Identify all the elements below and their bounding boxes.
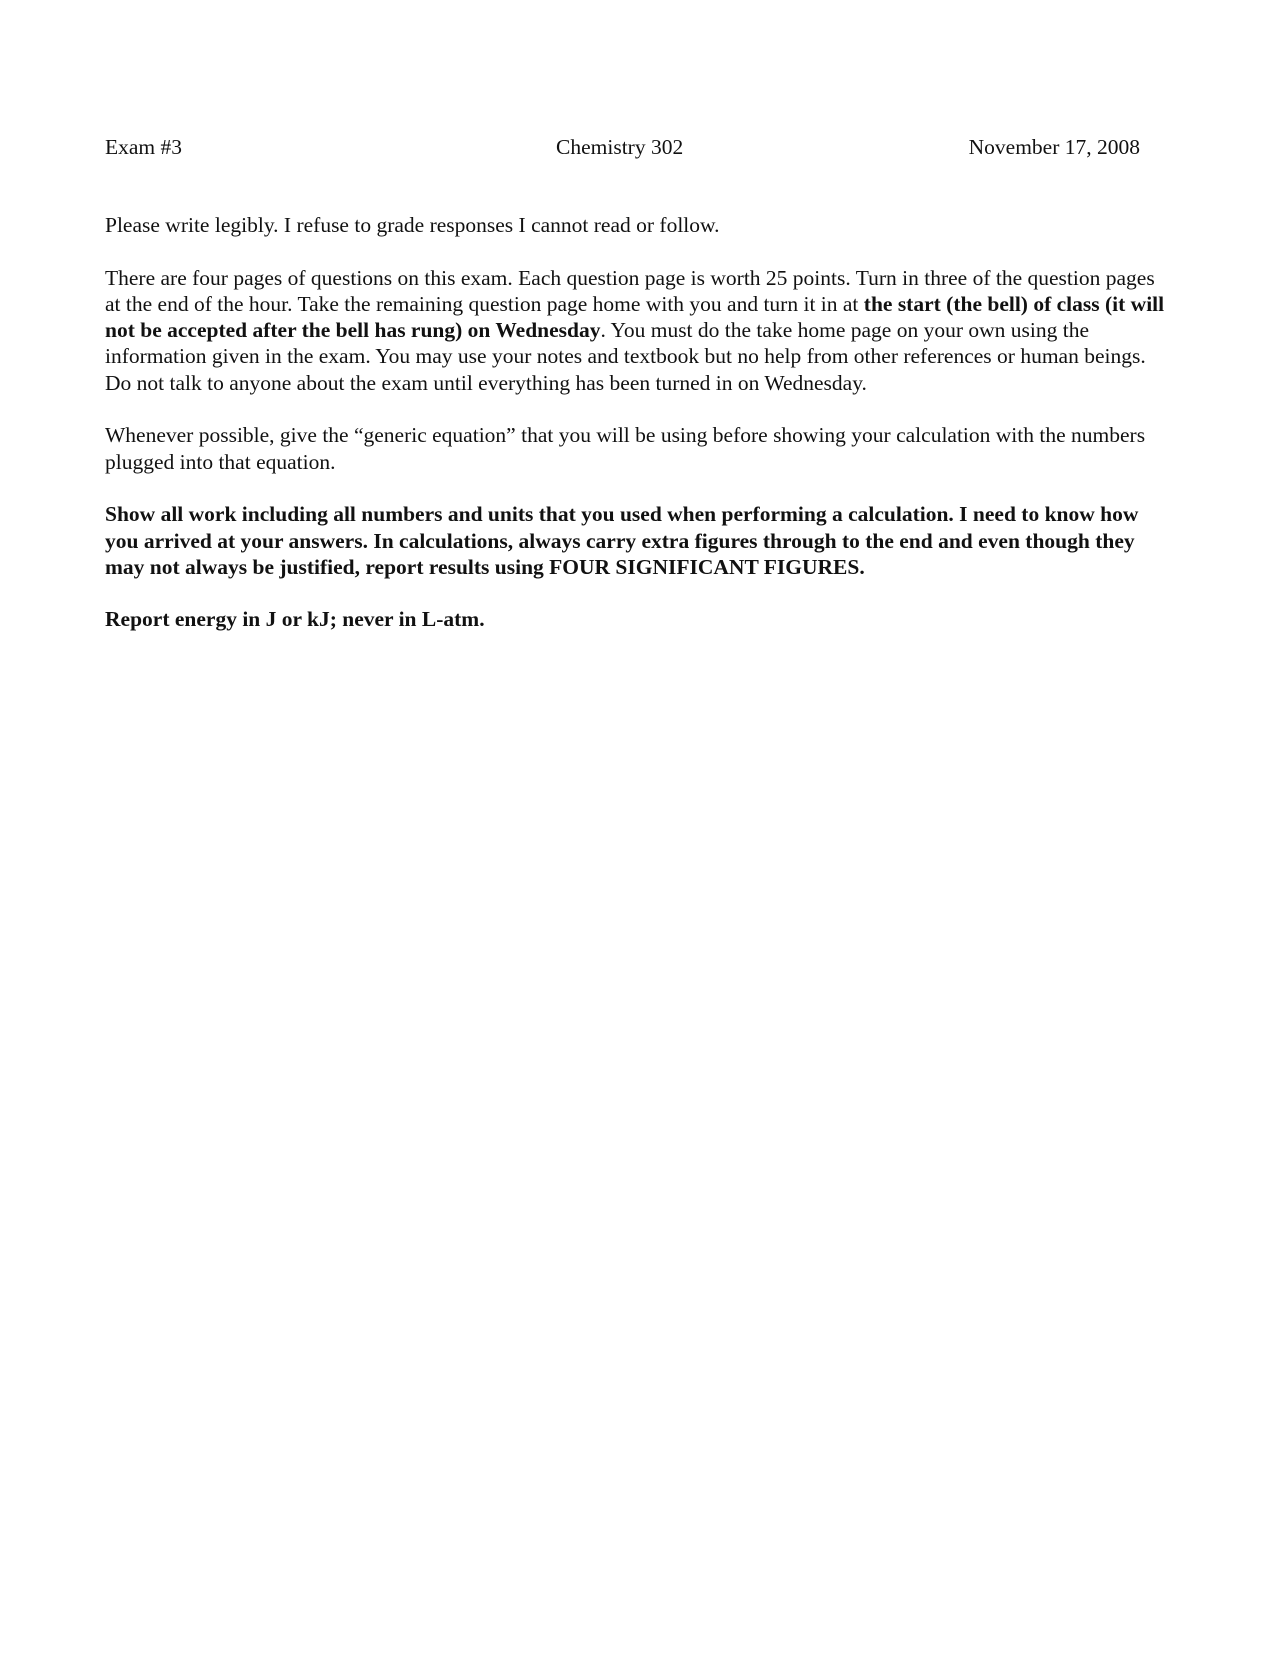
instruction-show-work: Show all work including all numbers and units that you used when performing a calculation. I need to know how you arrived at your answers. In calculations, always carry extra figures through to the end and even though they may not always be justified, report results using FOUR SIGNIFICANT FIGURES. <box>105 502 1139 579</box>
instruction-legibility: Please write legibly. I refuse to grade responses I cannot read or follow. <box>105 213 720 237</box>
exam-date: November 17, 2008 <box>968 135 1140 159</box>
instruction-pages-deadline: the start (the bell) of class (it will not be accepted after the bell has rung) on Wednesday <box>105 291 1165 343</box>
course-name: Chemistry 302 <box>556 135 684 159</box>
instruction-pages <box>105 265 1175 396</box>
instructions <box>105 212 1175 659</box>
exam-header <box>105 134 1140 164</box>
instruction-energy-units: Report energy in J or kJ; never in L-atm. <box>105 607 485 632</box>
instruction-pages-text-c: . You must do the take home page on your own using the information given in the exam. You may use your notes and textbook but no help from other references or human beings. Do not talk to anyone about the exam until everything has been turned in on Wednesday. <box>105 318 1146 395</box>
exam-number: Exam #3 <box>105 135 183 159</box>
instruction-generic-equation: Whenever possible, give the “generic equation” that you will be using before showing your calculation with the numbers plugged into that equation. <box>105 423 1146 474</box>
instruction-pages-text-a: There are four pages of questions on this exam. Each question page is worth 25 points. Turn in three of the question pages at the end of the hour. Take the remaining question page home with you and turn it in at <box>105 265 1155 316</box>
